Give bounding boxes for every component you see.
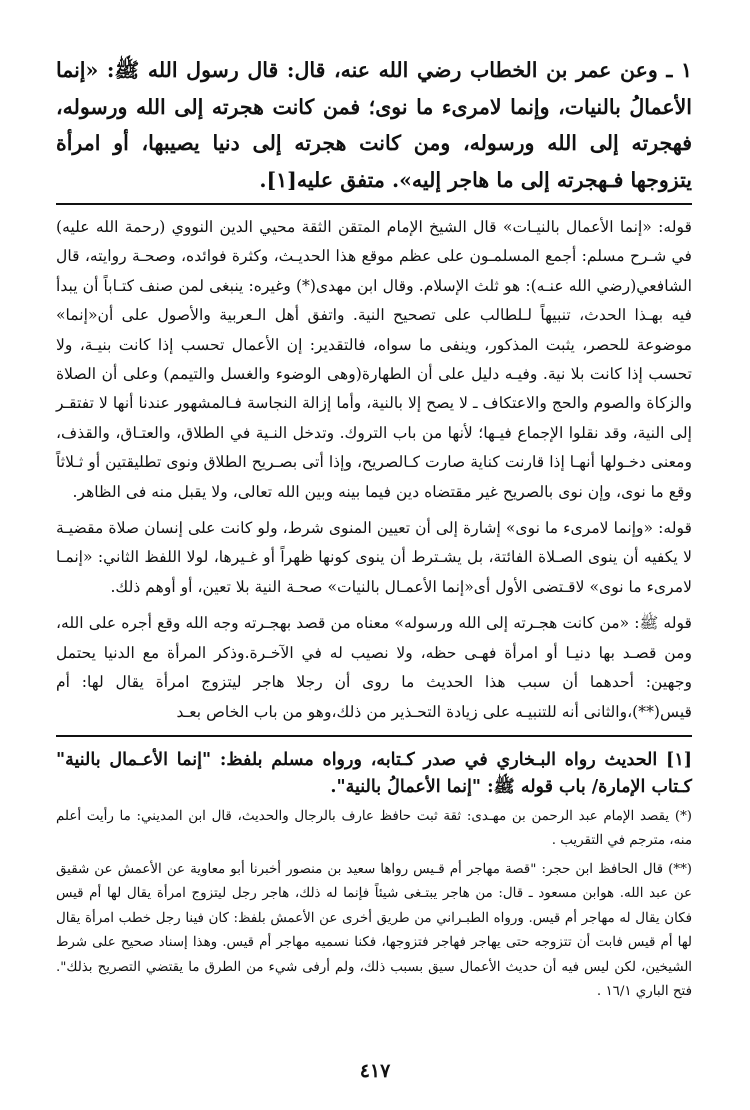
commentary-paragraph: قوله: «إنما الأعمال بالنيـات» قال الشيخ الإمام المتقن الثقة محيي الدين النووي (رحمة الله عليه) في شـرح مسلم: أجمع المسلمـون على عظم موقع هذا الحديـث، وكثرة فوائده، وصحـة روايته، قال الشافعي(رضي الله عنـه): هو ثلث الإسلام. وقال ابن مهدى(*) وغيره: ينبغى لمن صنف كتـاباً أن يبدأ فيه بهـذا الحدث، تنبيهاً لـلطالب على تصحيح النية. واتفق أهل الـعربية والأصول على أن«إنما» موضوعة للحصر، يثبت المذكور، وينفى ما سواه، فالتقدير: إن الأعمال تحسب إذا كانت بنيـة، ولا تحسب إذا كانت بلا نية. وفيـه دليل على أن الطهارة(وهى الوضوء والغسل والتيمم) وعلى أن الصلاة والزكاة والصوم والحج والاعتكاف ـ لا يصح إلا بالنية، وأما إزالة النجاسة فـالمشهور عندنا أنها لا تفتقـر إلى النية، وقد نقلوا الإجماع فيـها؛ لأنها من باب التروك. وتدخل النـية في الطلاق، والعتـاق، والقذف، ومعنى دخـولها أنهـا إذا قارنت كناية صارت كـالصريح، وإذا أتى بصـريح الطلاق ونوى تطليقتين أو ثـلاثاً وقع ما نوى، وإن نوى بالصريح غير مقتضاه دين فيما بينه وبين الله تعالى، ولا يقبل منه فى الظاهر.	[56, 218, 692, 501]
footnote-double-star: (**) قال الحافظ ابن حجر: "قصة مهاجر أم قـيس رواها سعيد بن منصور أخبرنا أبو معاوية عن الأعمش عن شقيق عن عبد الله. هوابن مسعود ـ قال: من هاجر يبتـغى شيئاً فإنما له ذلك، هاجر رجل ليتزوج امرأة يقال لها أم قيس فكان يقال له مهاجر أم قيس. ورواه الطبـراني من طريق أخرى عن الأعمش بلفظ: كان فينا رجل خطب امرأة يقال لها أم قيس فابت أن تتزوجه حتى يهاجر فهاجر فتزوجها، فكنا نسميه مهاجر أم قيس. وهذا إسناد صحيح على شرط الشيخين، لكن ليس فيه أن حديث الأعمال سيق بسبب ذلك، ولم أرفى شيء من الطرق ما يقتضي التصريح بذلك". فتح الباري ١٦/١ .	[56, 861, 692, 1000]
section-divider	[56, 203, 692, 205]
hadith-text: ١ ـ وعن عمر بن الخطاب رضي الله عنه، قال: قال رسول الله ﷺ: «إنما الأعمالُ بالنيات، وإنما لامرىء ما نوى؛ فمن كانت هجرته إلى الله ورسوله، فهجرته إلى الله ورسوله، ومن كانت هجرته إلى دنيا يصيبها، أو امرأة يتزوجها فـهجرته إلى ما هاجر إليه». متفق عليه[١].	[56, 58, 692, 192]
commentary-paragraph: قوله: «وإنما لامرىء ما نوى» إشارة إلى أن تعيين المنوى شرط، ولو كانت على إنسان صلاة مقضيـة لا يكفيه أن ينوى الصـلاة الفائتة، بل يشـترط أن ينوى كونها ظهراً أو غـيرها، لولا اللفظ الثاني: «إنمـا لامرىء ما نوى» لاقـتضى الأول أى«إنما الأعمـال بالنيات» صحـة النية بلا تعين، أو أوهم ذلك.	[56, 519, 692, 596]
footnote-1: [١] الحديث رواه البـخاري في صدر كـتابه، ورواه مسلم بلفظ: "إنما الأعـمال بالنية" كـتاب الإمارة/ باب قوله ﷺ: "إنما الأعمالُ بالنية".	[56, 749, 692, 797]
footnotes-section	[56, 747, 692, 1005]
commentary-paragraph: قوله ﷺ: «من كانت هجـرته إلى الله ورسوله» معناه من قصد بهجـرته وجه الله وقع أجره على الله، ومن قصـد بها دنيـا أو امرأة فهـى حظه، ولا نصيب له في الآخـرة.وذكر المرأة مع الدنيا يحتمل وجهين: أحدهما أن سبب هذا الحديث ما روى أن رجلا هاجر ليتزوج امرأة يقال لها: أم قيس(**)،والثانى أنه للتنبيـه على زيادة التحـذير من ذلك،وهو من باب الخاص بعـد	[56, 614, 692, 721]
hadith-section	[56, 52, 692, 198]
footnote-star: (*) يقصد الإمام عبد الرحمن بن مهـدى: ثقة ثبت حافظ عارف بالرجال والحديث، قال ابن المديني: ما رأيت أعلم منه، مترجم في التقريب .	[56, 808, 692, 849]
page-number: ٤١٧	[359, 1060, 391, 1082]
commentary-section	[56, 213, 692, 727]
footnotes-divider	[56, 735, 692, 737]
